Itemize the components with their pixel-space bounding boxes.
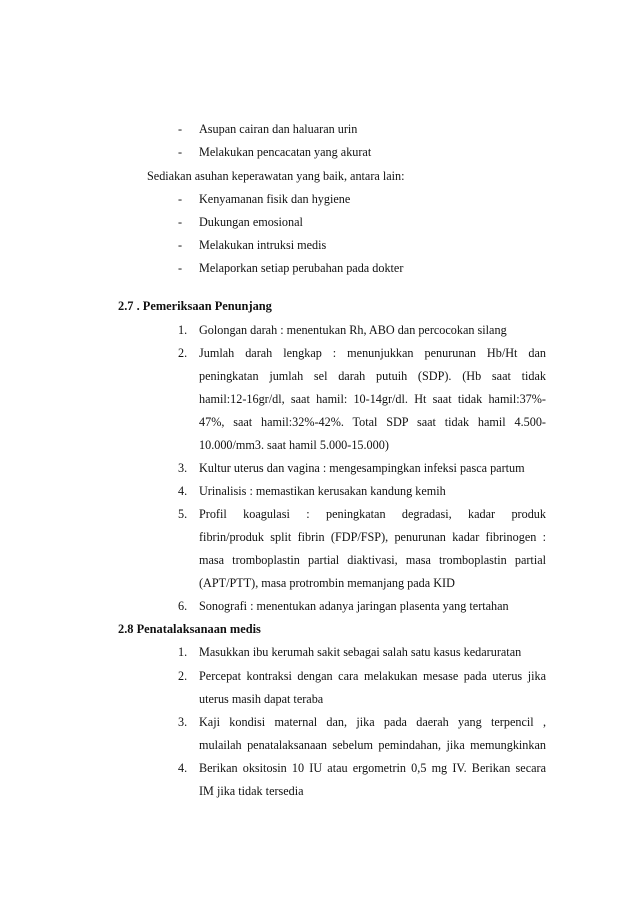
bullet-dash: - (178, 122, 183, 136)
list-item-line: Jumlah darah lengkap : menunjukkan penurunan Hb/Ht dan (199, 346, 546, 360)
list-number: 4. (178, 761, 188, 775)
list-number: 3. (178, 715, 188, 729)
list-number: 2. (178, 669, 188, 683)
list-item-line: (APT/PTT), masa protrombin memanjang pada KID (199, 576, 455, 590)
list-item-line: Masukkan ibu kerumah sakit sebagai salah satu kasus kedaruratan (199, 645, 522, 659)
list-number: 1. (178, 645, 188, 659)
list-number: 2. (178, 346, 188, 360)
list-item-line: 10.000/mm3. saat hamil 5.000-15.000) (199, 438, 389, 452)
list-item: Kenyamanan fisik dan hygiene (199, 192, 351, 206)
section-heading: 2.8 Penatalaksanaan medis (118, 622, 261, 636)
list-number: 4. (178, 484, 188, 498)
list-item-line: hamil:12-16gr/dl, saat hamil: 10-14gr/dl. Ht saat tidak hamil:37%- (199, 392, 546, 406)
list-item-line: IM jika tidak tersedia (199, 784, 304, 798)
list-item-line: Profil koagulasi : peningkatan degradasi, kadar produk (199, 507, 546, 521)
list-item-line: Golongan darah : menentukan Rh, ABO dan percocokan silang (199, 323, 507, 337)
list-item-line: peningkatan jumlah sel darah putuih (SDP). (Hb saat tidak (199, 369, 546, 383)
bullet-dash: - (178, 215, 183, 229)
list-item-line: Kaji kondisi maternal dan, jika pada daerah yang terpencil , (199, 715, 546, 729)
list-item-line: Sonografi : menentukan adanya jaringan plasenta yang tertahan (199, 599, 509, 613)
list-item-line: uterus masih dapat teraba (199, 692, 324, 706)
list-item-line: fibrin/produk split fibrin (FDP/FSP), penurunan kadar fibrinogen : (199, 530, 546, 544)
list-number: 6. (178, 599, 188, 613)
list-item-line: Urinalisis : memastikan kerusakan kandung kemih (199, 484, 446, 498)
list-number: 3. (178, 461, 188, 475)
list-item-line: masa tromboplastin partial diaktivasi, masa tromboplastin partial (199, 553, 546, 567)
bullet-dash: - (178, 145, 183, 159)
section-heading: 2.7 . Pemeriksaan Penunjang (118, 299, 272, 313)
list-item: Melakukan pencacatan yang akurat (199, 145, 372, 159)
list-item-line: mulailah penatalaksanaan sebelum pemindahan, jika memungkinkan (199, 738, 546, 752)
bullet-dash: - (178, 192, 183, 206)
list-number: 5. (178, 507, 188, 521)
list-item: Melaporkan setiap perubahan pada dokter (199, 261, 404, 275)
list-item-line: Percepat kontraksi dengan cara melakukan mesase pada uterus jika (199, 669, 546, 683)
list-item-line: Berikan oksitosin 10 IU atau ergometrin 0,5 mg IV. Berikan secara (199, 761, 546, 775)
list-item: Asupan cairan dan haluaran urin (199, 122, 358, 136)
list-number: 1. (178, 323, 188, 337)
paragraph-intro: Sediakan asuhan keperawatan yang baik, antara lain: (147, 169, 405, 183)
bullet-dash: - (178, 261, 183, 275)
list-item: Dukungan emosional (199, 215, 303, 229)
list-item-line: 47%, saat hamil:32%-42%. Total SDP saat tidak hamil 4.500- (199, 415, 546, 429)
list-item: Melakukan intruksi medis (199, 238, 327, 252)
bullet-dash: - (178, 238, 183, 252)
list-item-line: Kultur uterus dan vagina : mengesampingkan infeksi pasca partum (199, 461, 525, 475)
